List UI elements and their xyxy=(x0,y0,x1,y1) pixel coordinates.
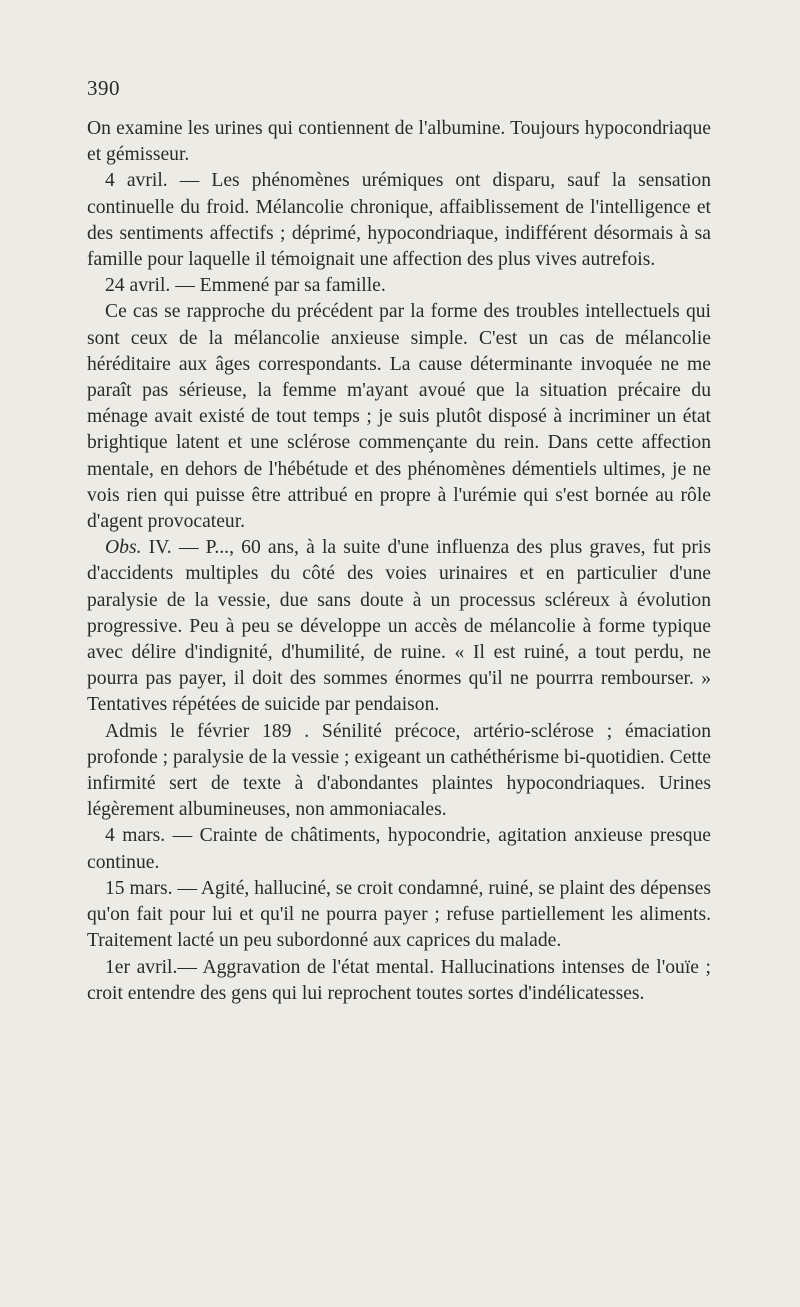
paragraph-7: 4 mars. — Crainte de châtiments, hypocondrie, agitation anxieuse presque continue. xyxy=(87,825,711,873)
paragraph-4: Ce cas se rapproche du précédent par la forme des troubles intellectuels qui sont ceux de la mélancolie anxieuse simple. C'est un cas de mélancolie héréditaire aux âges correspondants. La cause déterminante invoquée ne me paraît pas sérieuse, la femme m'ayant avoué que la situation précaire du ménage avait existé de tout temps ; je suis plutôt disposé à incriminer un état brightique latent et une sclérose commençante du rein. Dans cette affection mentale, en dehors de l'hébétude et des phénomènes démentiels ultimes, je ne vois rien qui puisse être attribué en propre à l'urémie qui s'est bornée au rôle d'agent provocateur. xyxy=(87,301,711,533)
page-number: 390 xyxy=(87,76,120,100)
paragraph-3: 24 avril. — Emmené par sa famille. xyxy=(105,275,386,297)
paragraph-5-text: IV. — P..., 60 ans, à la suite d'une influenza des plus graves, fut pris d'accidents multiples du côté des voies urinaires et en particulier d'une paralysie de la vessie, due sans doute à un processus scléreux à évolution progressive. Peu à peu se développe un accès de mélancolie à forme typique avec délire d'indignité, d'humilité, de ruine. « Il est ruiné, a tout perdu, ne pourra pas payer, il doit des sommes énormes qu'il ne pourrra rembourser. » Tentatives répétées de suicide par pendaison. xyxy=(87,537,711,716)
paragraph-9: 1er avril.— Aggravation de l'état mental. Hallucinations intenses de l'ouïe ; croit entendre des gens qui lui reprochent toutes sortes d'indélicatesses. xyxy=(87,956,711,1004)
paragraph-6: Admis le février 189 . Sénilité précoce, artério-sclérose ; émaciation profonde ; paralysie de la vessie ; exigeant un cathéthérisme bi-quotidien. Cette infirmité sert de texte à d'abondantes plaintes hypocondriaques. Urines légèrement albumineuses, non ammoniacales. xyxy=(87,720,711,821)
body-text xyxy=(87,116,711,1007)
paragraph-8: 15 mars. — Agité, halluciné, se croit condamné, ruiné, se plaint des dépenses qu'on fait pour lui et qu'il ne pourra payer ; refuse partiellement les aliments. Traitement lacté un peu subordonné aux caprices du malade. xyxy=(87,877,711,952)
paragraph-2: 4 avril. — Les phénomènes urémiques ont disparu, sauf la sensation continuelle du froid. Mélancolie chronique, affaiblissement de l'intelligence et des sentiments affectifs ; déprimé, hypocondriaque, indifférent désormais à sa famille pour laquelle il témoignait une affection des plus vives autrefois. xyxy=(87,170,711,271)
paragraph-1: On examine les urines qui contiennent de l'albumine. Toujours hypocondriaque et gémisseur. xyxy=(87,118,711,166)
observation-label: Obs. xyxy=(105,537,142,559)
paragraph-5 xyxy=(87,535,711,718)
